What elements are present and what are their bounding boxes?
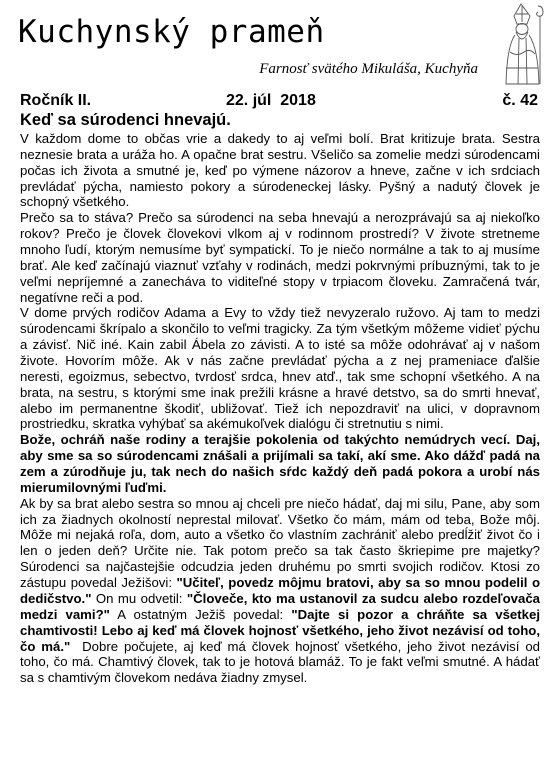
article-headline: Keď sa súrodenci hnevajú. (20, 111, 231, 129)
paragraph-intro: V každom dome to občas vrie a dakedy to aj veľmi bolí. Brat kritizuje brata. Sestra neznesie brata a uráža ho. A opačne brat sestru. Všeličo sa zomelie medzi súrodencami počas ich života a smutné je, keď po výmene názorov a hneve, začne v ich srdciach prevládať pýcha, namiesto pokory a súrodeneckej lásky. Pyšný a nadutý človek je schopný všetkého. (20, 131, 540, 210)
prayer-paragraph (20, 432, 540, 495)
issue-date: 22. júl 2018 (226, 92, 316, 109)
inheritance-text-2: On mu odvetil: (91, 590, 187, 606)
issue-number: č. 42 (502, 92, 538, 109)
paragraph-inheritance (20, 495, 544, 686)
inheritance-text-4: Dobre počujete, aj keď má človek hojnosť všetkého, jeho život nezávisí od toho, čo má. Chamtivý človek, tak to je hotová blamáž. To je fakt veľmi smutné. A hádať sa s chamtivým človekom nedáva žiadny zmysel. (20, 638, 544, 686)
inheritance-text-3: A ostatným Ježiš povedal: (109, 606, 292, 622)
quote-judge: "Človeče, kto ma ustanovil za sudcu alebo rozdeľovača medzi vami?" (20, 590, 540, 622)
newsletter-title: Kuchynský prameň (18, 14, 325, 50)
prayer-text: Bože, ochráň naše rodiny a terajšie pokolenia od takýchto nemúdrych vecí. Daj, aby sme sa so súrodencami znášali a prijímali sa takí, akí sme. Ako dážď padá na zem a zúrodňuje ju, tak nech do našich sŕdc každý deň padá pokora a urobí nás mierumilovnými ľuďmi. (20, 432, 540, 495)
parish-name: Farnosť svätého Mikuláša, Kuchyňa (259, 61, 478, 77)
inheritance-text-1: Ak by sa brat alebo sestra so mnou aj chceli pre niečo hádať, daj mi silu, Pane, aby som ich za žiadnych okolností neprestal milovať. Všetko čo mám, mám od teba, Bože môj. Môže mi nejaká roľa, dom, auto a všetko čo vlastním zachrániť alebo predĺžiť život čo i len o jeden deň? Určite nie. Tak potom prečo sa tak často škriepime pre majetky? Súrodenci sa najčastejšie odcudzia jeden druhému po smrti svojich rodičov. Ktosi zo zástupu povedal Ježišovi: (20, 495, 540, 591)
quote-teacher: "Učiteľ, povedz môjmu bratovi, aby sa so mnou podelil o dedičstvo." (20, 575, 540, 606)
saint-nicholas-illustration (497, 2, 547, 86)
volume-label: Ročník II. (20, 92, 92, 109)
article-body (20, 131, 544, 686)
paragraph-adam-eve: V dome prvých rodičov Adama a Evy to vždy tiež nevyzeralo ružovo. Aj tam to medzi súrodencami škrípalo a skončilo to veľmi tragicky. Za tým všetkým môžeme vidieť pýchu a závisť. Nič iné. Kain zabil Ábela zo závisti. A to isté sa môže odohrávať aj v našom živote. Hovorím môže. Ak v nás začne prevládať pýcha a z nej prameniace ďalšie neresti, egoizmus, sebectvo, tvrdosť srdca, hnev atď., tak sme schopní všetkého. A na brata, na sestru, s ktorými sme inak prežili krásne a hravé detstvo, sa do smrti hnevať, alebo im permanentne škodiť, ubližovať. Tiež ich nepozdraviť na ulici, v dopravnom prostriedku, skratka vyhýbať sa akémukoľvek dialógu či stretnutiu s nimi. (20, 305, 540, 432)
paragraph-why: Prečo sa to stáva? Prečo sa súrodenci na seba hnevajú a nerozprávajú sa aj niekoľko rokov? Prečo je človek človekovi vlkom aj v rodinnom prostredí? V živote stretneme mnoho ľudí, ktorým nemusíme byť sympatickí. To je niečo normálne a tak to aj musíme brať. Ale keď začínajú viaznuť vzťahy v rodinách, medzi pokrvnými príbuznými, tak to je veľmi nepríjemné a zanecháva to viditeľné stopy v trpiacom človeku. Zamračená tvár, negatívne reči a pod. (20, 210, 540, 305)
quote-greed: "Dajte si pozor a chráňte sa všetkej chamtivosti! Lebo aj keď má človek hojnosť všetkého, jeho život nezávisí od toho, čo má." (20, 606, 540, 654)
masthead (0, 0, 552, 86)
